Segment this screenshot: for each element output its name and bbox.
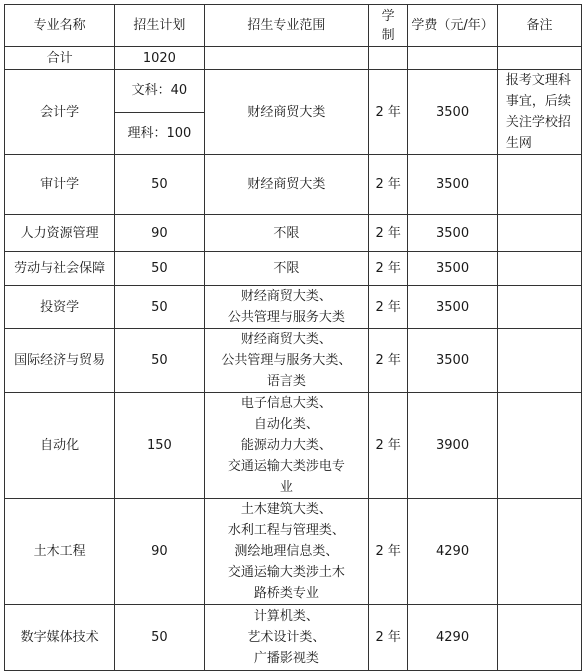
header-fee: 学费（元/年） [408, 5, 498, 47]
header-row [5, 5, 582, 47]
major-cell: 投资学 [5, 286, 115, 329]
header-plan: 招生计划 [115, 5, 205, 47]
years-cell: 2 年 [369, 499, 408, 605]
scope-cell: 财经商贸大类 [204, 155, 368, 215]
enrollment-table-container [4, 4, 582, 671]
fee-cell: 3500 [408, 155, 498, 215]
years-cell: 2 年 [369, 393, 408, 499]
major-cell: 土木工程 [5, 499, 115, 605]
note-cell [497, 499, 581, 605]
years-cell: 2 年 [369, 215, 408, 252]
fee-cell: 3500 [408, 70, 498, 155]
major-cell: 审计学 [5, 155, 115, 215]
table-row [5, 215, 582, 252]
fee-cell: 3500 [408, 329, 498, 393]
total-empty [497, 47, 581, 70]
enrollment-table [4, 4, 582, 671]
years-cell: 2 年 [369, 70, 408, 155]
plan-cell: 90 [115, 499, 205, 605]
plan-arts-cell: 文科：40 [115, 70, 205, 113]
note-cell [497, 393, 581, 499]
scope-cell: 财经商贸大类、 公共管理与服务大类 [204, 286, 368, 329]
plan-cell: 50 [115, 605, 205, 671]
total-empty [204, 47, 368, 70]
table-row [5, 155, 582, 215]
major-cell: 自动化 [5, 393, 115, 499]
scope-cell: 财经商贸大类、 公共管理与服务大类、 语言类 [204, 329, 368, 393]
table-row [5, 252, 582, 286]
scope-cell: 财经商贸大类 [204, 70, 368, 155]
scope-cell: 电子信息大类、 自动化类、 能源动力大类、 交通运输大类涉电专 业 [204, 393, 368, 499]
plan-cell: 50 [115, 252, 205, 286]
years-cell: 2 年 [369, 329, 408, 393]
table-row [5, 70, 582, 113]
scope-cell: 计算机类、 艺术设计类、 广播影视类 [204, 605, 368, 671]
table-row [5, 605, 582, 671]
fee-cell: 4290 [408, 499, 498, 605]
fee-cell: 4290 [408, 605, 498, 671]
plan-cell: 150 [115, 393, 205, 499]
years-cell: 2 年 [369, 155, 408, 215]
note-cell [497, 286, 581, 329]
major-cell: 数字媒体技术 [5, 605, 115, 671]
major-cell: 会计学 [5, 70, 115, 155]
table-row [5, 286, 582, 329]
table-row [5, 393, 582, 499]
plan-cell: 50 [115, 155, 205, 215]
header-years: 学 制 [369, 5, 408, 47]
scope-cell: 土木建筑大类、 水利工程与管理类、 测绘地理信息类、 交通运输大类涉土木 路桥类专业 [204, 499, 368, 605]
scope-cell: 不限 [204, 252, 368, 286]
total-empty [369, 47, 408, 70]
years-cell: 2 年 [369, 605, 408, 671]
major-cell: 国际经济与贸易 [5, 329, 115, 393]
note-cell [497, 605, 581, 671]
years-cell: 2 年 [369, 252, 408, 286]
header-notes: 备注 [497, 5, 581, 47]
note-cell [497, 252, 581, 286]
total-row [5, 47, 582, 70]
scope-cell: 不限 [204, 215, 368, 252]
table-row [5, 499, 582, 605]
years-cell: 2 年 [369, 286, 408, 329]
header-scope: 招生专业范围 [204, 5, 368, 47]
total-label: 合计 [5, 47, 115, 70]
major-cell: 劳动与社会保障 [5, 252, 115, 286]
table-row [5, 329, 582, 393]
note-cell: 报考文理科 事宜，后续 关注学校招 生网 [497, 70, 581, 155]
total-empty [408, 47, 498, 70]
note-cell [497, 215, 581, 252]
fee-cell: 3500 [408, 252, 498, 286]
note-cell [497, 329, 581, 393]
plan-cell: 50 [115, 329, 205, 393]
fee-cell: 3500 [408, 215, 498, 252]
fee-cell: 3500 [408, 286, 498, 329]
fee-cell: 3900 [408, 393, 498, 499]
plan-science-cell: 理科：100 [115, 112, 205, 155]
plan-cell: 90 [115, 215, 205, 252]
header-major: 专业名称 [5, 5, 115, 47]
note-cell [497, 155, 581, 215]
major-cell: 人力资源管理 [5, 215, 115, 252]
total-plan: 1020 [115, 47, 205, 70]
plan-cell: 50 [115, 286, 205, 329]
